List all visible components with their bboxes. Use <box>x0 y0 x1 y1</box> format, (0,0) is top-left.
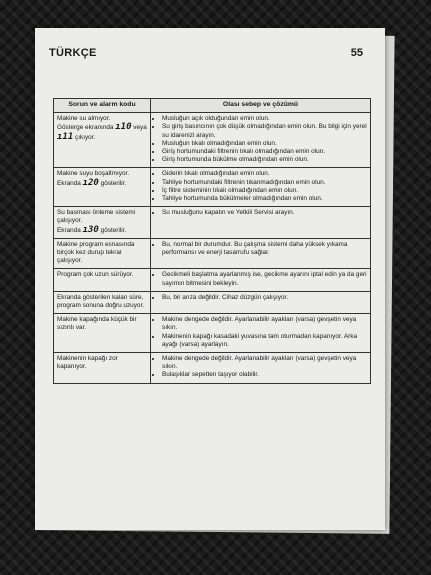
problem-cell: Ekranda gösterilen kalan süre, program sonuna doğru uzuyor. <box>54 291 151 313</box>
solution-cell <box>151 353 371 384</box>
solution-item: • Bu, normal bir durumdur. Bu çalışma sistemi daha yüksek yıkama performansı ve enerji tasarrufu sağlar. <box>162 241 367 257</box>
table-row <box>54 238 371 269</box>
solution-item: • Makine dengede değildir. Ayarlanabilir ayakları (varsa) gevşetin veya sıkın. <box>162 316 367 332</box>
problem-cell: Makinenin kapağı zor kapanıyor. <box>54 353 151 384</box>
table-row <box>54 353 371 384</box>
solution-item: • Makinenin kapağı kasadaki yuvasına tam oturmadan kapanıyor. Arka ayağı (varsa) ayarlayın. <box>162 333 367 349</box>
problem-text: Ekranda <box>57 179 83 187</box>
problem-cell <box>54 168 151 207</box>
solution-cell <box>151 291 371 313</box>
solution-item: • Tahliye hortumunda bükülmeler olmadığından emin olun. <box>162 195 367 203</box>
solution-item: • Giriş hortumundaki filtrenin tıkalı olmadığından emin olun. <box>162 148 367 156</box>
problem-text: gösterilir. <box>98 226 127 234</box>
solution-item: • İç filtre sisteminin tıkalı olmadığından emin olun. <box>162 187 367 195</box>
table-row <box>54 168 371 207</box>
language-header: TÜRKÇE <box>49 47 97 59</box>
table-row <box>54 113 371 168</box>
problem-text: veya <box>131 124 147 132</box>
alarm-code: ı20 <box>82 177 99 188</box>
solution-cell <box>151 168 371 207</box>
alarm-code: ı30 <box>82 224 99 235</box>
problem-cell <box>54 207 151 239</box>
alarm-code: ı11 <box>57 131 74 142</box>
table-row <box>54 207 371 239</box>
solution-item: • Su musluğunu kapatın ve Yetkili Servisi arayın. <box>162 209 367 217</box>
manual-page <box>35 28 385 530</box>
problem-text: Makine su almıyor. <box>57 115 111 123</box>
solution-item: • Gecikmeli başlatma ayarlanmış ise, gecikme ayarını iptal edin ya da geri sayımın bitmesini bekleyin. <box>162 271 367 287</box>
solution-item: • Musluğun açık olduğundan emin olun. <box>162 115 367 123</box>
problem-text: gösterilir. <box>98 179 127 187</box>
solution-cell <box>151 269 371 291</box>
table-row <box>54 291 371 313</box>
solution-item: • Giderin tıkalı olmadığından emin olun. <box>162 170 367 178</box>
table-row <box>54 269 371 291</box>
column-header-problem: Sorun ve alarm kodu <box>54 99 151 113</box>
problem-text: Su basması önleme sistemi çalışıyor. <box>57 209 136 225</box>
column-header-solution: Olası sebep ve çözümü <box>151 99 371 113</box>
problem-text: Makine suyu boşaltmıyor. <box>57 170 130 178</box>
solution-item: • Bu, bir arıza değildir. Cihaz düzgün çalışıyor. <box>162 294 367 302</box>
solution-cell <box>151 113 371 168</box>
problem-cell: Makine kapağında küçük bir sızıntı var. <box>54 314 151 353</box>
solution-item: • Tahliye hortumundaki filtrenin tıkanmadığından emin olun. <box>162 179 367 187</box>
problem-text: çıkıyor. <box>73 133 96 141</box>
problem-cell: Program çok uzun sürüyor. <box>54 269 151 291</box>
problem-cell: Makine program esnasında birçok kez durup tekrar çalışıyor. <box>54 238 151 269</box>
solution-item: • Bulaşıklar sepetten taşıyor olabilir. <box>162 371 367 379</box>
solution-cell <box>151 207 371 239</box>
solution-item: • Musluğun tıkalı olmadığından emin olun. <box>162 140 367 148</box>
solution-item: • Su giriş basıncının çok düşük olmadığından emin olun. Bu bilgi için yerel su idarenizi arayın. <box>162 123 367 139</box>
solution-cell <box>151 314 371 353</box>
solution-item: • Makine dengede değildir. Ayarlanabilir ayakları (varsa) gevşetin veya sıkın. <box>162 355 367 371</box>
alarm-code: ı10 <box>115 122 132 133</box>
table-row <box>54 314 371 353</box>
problem-cell <box>54 113 151 168</box>
solution-item: • Giriş hortumunda bükülme olmadığından emin olun. <box>162 156 367 164</box>
solution-cell <box>151 238 371 269</box>
problem-text: Ekranda <box>57 226 83 234</box>
problem-text: Gösterge ekranında <box>57 124 116 132</box>
troubleshooting-table <box>53 98 371 384</box>
page-number: 55 <box>350 47 363 59</box>
table-header-row <box>54 99 371 113</box>
